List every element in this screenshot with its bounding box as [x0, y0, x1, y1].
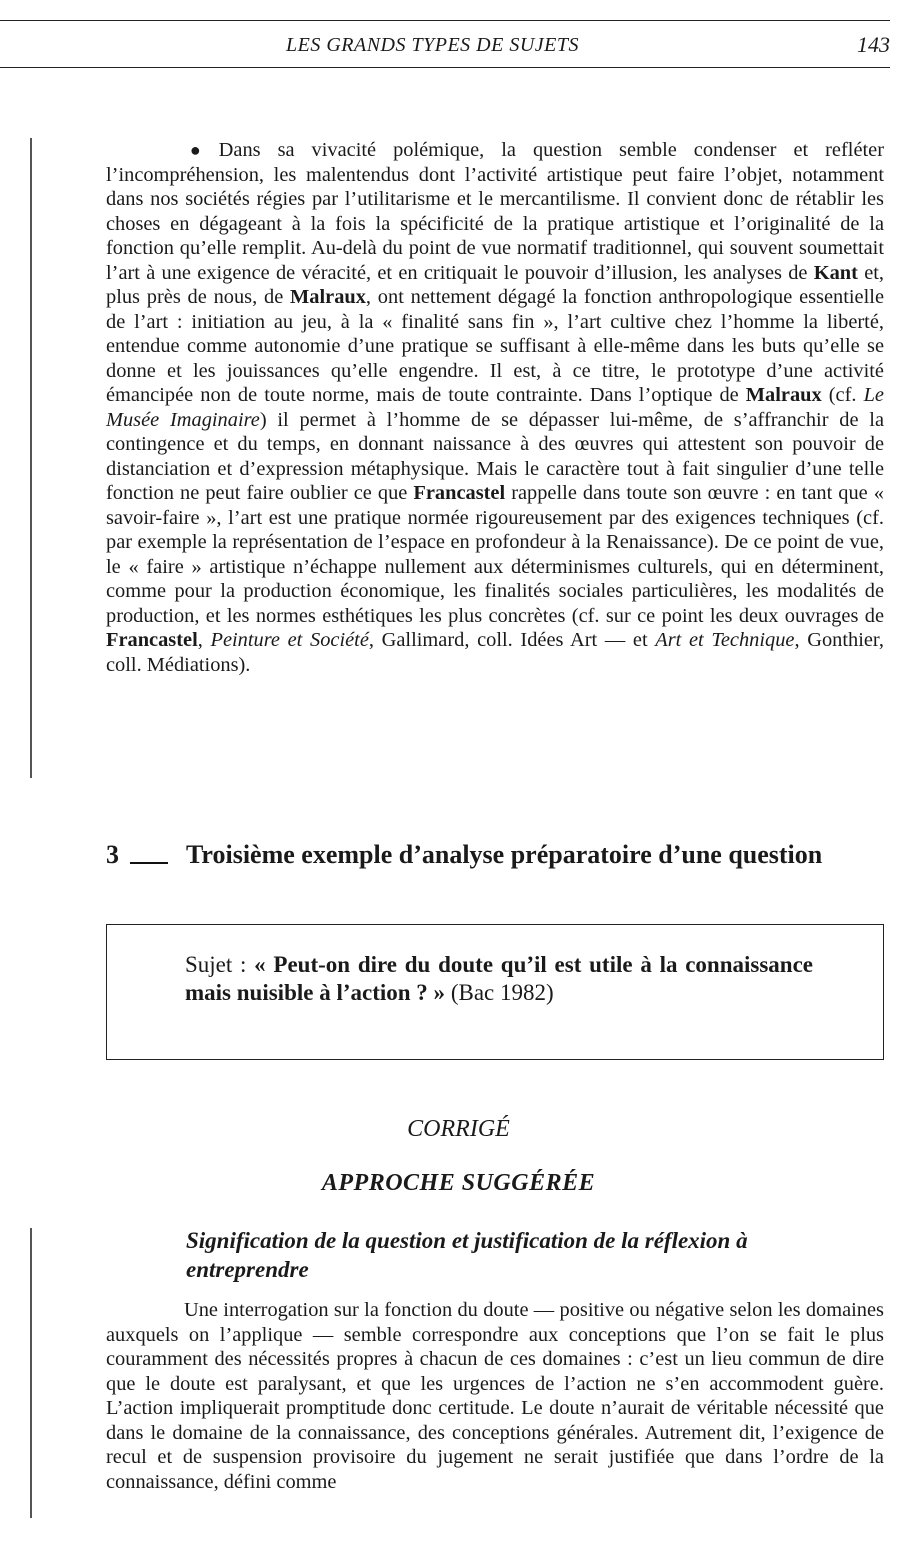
text-segment: , Gallimard, coll. Idées Art — et: [368, 629, 656, 651]
section-title: Troisième exemple d’analyse préparatoire d’une question: [186, 840, 823, 869]
text-segment: , ont nettement dégagé la fonction anthropologique essentielle de l’art : initiation au jeu, à la « finalité sans fin », l’art cultive chez l’homme la liberté, entendue comme autonomie d’une pratique se suffisant à elle-même dans les buts qu’elle se donne et les jouissances qu’elle engendre. Il est, à ce titre, le prototype d’une activité émancipée non de toute norme, mais de toute contrainte. Dans l’optique de: [106, 286, 884, 406]
text-segment: ,: [197, 629, 211, 651]
sujet-box: [106, 924, 884, 1060]
author-name: Malraux: [290, 286, 366, 308]
text-segment: Dans sa vivacité polémique, la question semble condenser et refléter l’incompréhension, les malentendus dont l’activité artistique peut faire l’objet, notamment dans nos sociétés régies par l’utilitarisme et le mercantilisme. Il convient donc de rétablir les choses en dégageant à la fois la spécificité de la pratique artistique et l’originalité de la fonction qu’elle remplit. Au-delà du point de vue normatif traditionnel, qui souvent soumettait l’art à une exigence de véracité, et en critiquait le pouvoir d’illusion, les analyses de: [106, 139, 884, 284]
author-name: Kant: [813, 261, 858, 284]
running-header: [0, 30, 890, 64]
author-name: Malraux: [745, 384, 822, 406]
text-segment: ) il permet à l’homme de se dépasser lui-même, de s’affranchir de la contingence et du temps, en donnant naissance à des œuvres qui attestent son pouvoir de distanciation et d’expression métaphysique. Mais le caractère tout à fait singulier d’une telle fonction ne peut faire oublier ce que: [106, 408, 884, 504]
sujet-source: (Bac 1982): [445, 980, 554, 1005]
section-number: 3: [106, 840, 119, 869]
bullet-icon: ●: [178, 140, 213, 160]
running-title: LES GRANDS TYPES DE SUJETS: [286, 34, 579, 56]
approche-heading: APPROCHE SUGGÉRÉE: [321, 1170, 596, 1196]
work-title: Le Musée Imaginaire: [106, 384, 884, 431]
author-name: Francastel: [106, 629, 198, 651]
page-number: 143: [857, 32, 890, 57]
text-segment: , Gonthier, coll. Médiations).: [106, 629, 884, 676]
work-title: Art et Technique: [655, 629, 795, 651]
paragraph-art-function-text: [106, 139, 884, 676]
work-title: Peinture et Société: [210, 629, 369, 651]
margin-bar-top: [30, 138, 32, 778]
corrige-heading: CORRIGÉ: [407, 1116, 510, 1142]
paragraph-doubt-text: Une interrogation sur la fonction du doute — positive ou négative selon les domaines auxquels on l’applique — semble correspondre aux conceptions que l’on se fait le plus couramment des nécessités propres à chacun de ces domaines : c’est un lieu commun de dire que le doute est paralysant, et que les urgences de l’action ne s’en accommodent guère. L’action impliquerait promptitude donc certitude. Le doute n’aurait de véritable nécessité que dans le domaine de la connaissance, des conceptions générales. Autrement dit, l’exigence de recul et de suspension provisoire du jugement ne serait justifiée que dans l’ordre de la connaissance, défini comme: [106, 1299, 884, 1493]
sujet-text: [185, 951, 813, 1007]
text-segment: (cf.: [821, 384, 864, 406]
paragraph-art-function: [106, 138, 884, 677]
header-top-rule: [0, 20, 890, 21]
header-bottom-rule: [0, 67, 890, 68]
section-dash: [130, 862, 168, 864]
margin-bar-bottom: [30, 1228, 32, 1518]
text-segment: rappelle dans toute son œuvre : en tant que « savoir-faire », l’art est une pratique normée rigoureusement par des exigences techniques (cf. par exemple la représentation de l’espace en profondeur à la Renaissance). De ce point de vue, le « faire » artistique n’échappe nullement aux déterminismes culturels, qui en déterminent, comme pour la production économique, les finalités sociales particulières, les modalités de production, et les normes esthétiques les plus concrètes (cf. sur ce point les deux ouvrages de: [106, 482, 884, 627]
sujet-question: « Peut-on dire du doute qu’il est utile à la connaissance mais nuisible à l’action ? »: [185, 952, 813, 1005]
sujet-prefix: Sujet :: [185, 952, 255, 977]
subsection-heading: Signification de la question et justification de la réflexion à entreprendre: [186, 1228, 748, 1282]
paragraph-doubt: [106, 1298, 884, 1494]
author-name: Francastel: [413, 482, 506, 504]
text-segment: et, plus près de nous, de: [106, 261, 885, 308]
